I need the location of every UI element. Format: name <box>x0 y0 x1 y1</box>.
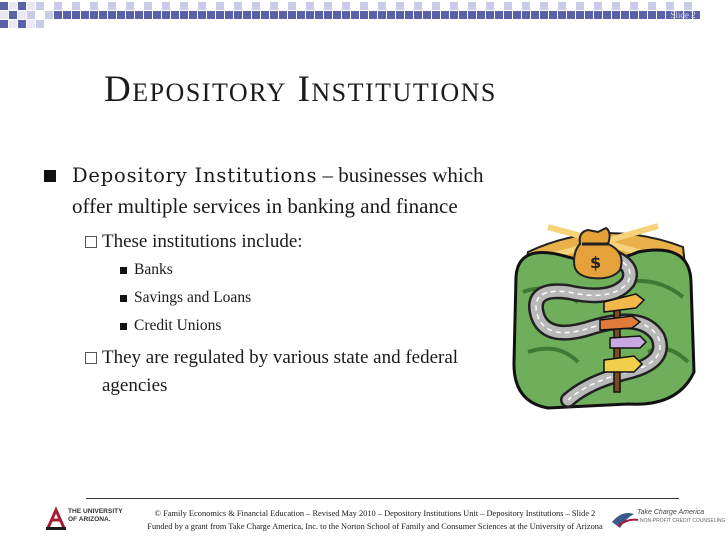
checker-square <box>450 11 458 19</box>
checker-square <box>72 2 80 10</box>
slide-content <box>36 160 506 400</box>
checker-square <box>495 11 503 19</box>
checker-square <box>81 11 89 19</box>
checker-square <box>117 11 125 19</box>
checker-square <box>432 2 440 10</box>
checker-square <box>405 11 413 19</box>
checker-square <box>468 11 476 19</box>
list-item-text: Banks <box>134 261 173 278</box>
checker-square <box>558 11 566 19</box>
checker-square <box>279 11 287 19</box>
take-charge-america-tagline: NON-PROFIT CREDIT COUNSELING <box>640 518 726 524</box>
bullet-term: Depository Institutions <box>72 164 318 187</box>
checker-square <box>648 2 656 10</box>
checker-square <box>216 11 224 19</box>
checker-square <box>630 2 638 10</box>
checker-square <box>144 11 152 19</box>
checker-square <box>90 2 98 10</box>
checker-square <box>540 11 548 19</box>
checker-square <box>189 11 197 19</box>
checker-square <box>225 11 233 19</box>
checker-square <box>585 11 593 19</box>
checker-square <box>270 11 278 19</box>
footer-line-2: Funded by a grant from Take Charge America, Inc. to the Norton School of Family and Consumer Sciences at the University of Arizona <box>147 522 603 531</box>
checker-square <box>378 11 386 19</box>
checker-square <box>369 11 377 19</box>
slide-number-box <box>664 8 702 22</box>
checker-square <box>639 11 647 19</box>
checker-square <box>459 11 467 19</box>
checker-square <box>234 11 242 19</box>
checker-square <box>18 2 26 10</box>
footer-line-1: © Family Economics & Financial Education – Revised May 2010 – Depository Institutions Unit – Depository Institutions – Slide 2 <box>154 509 596 518</box>
checker-square <box>252 11 260 19</box>
square-bullet-icon <box>44 170 56 182</box>
slide-title: Depository Institutions <box>104 69 497 110</box>
checker-square <box>180 11 188 19</box>
checker-square <box>441 11 449 19</box>
checker-square <box>540 2 548 10</box>
checker-square <box>378 2 386 10</box>
checker-square <box>324 11 332 19</box>
checker-square <box>54 11 62 19</box>
list-item-savings-and-loans <box>36 284 506 312</box>
checker-square <box>270 2 278 10</box>
checker-square <box>414 11 422 19</box>
checker-square <box>288 11 296 19</box>
checker-square <box>432 11 440 19</box>
checker-square <box>504 2 512 10</box>
checker-square <box>477 11 485 19</box>
list-item-credit-unions <box>36 312 506 340</box>
sub-bullet-regulated <box>36 344 506 400</box>
checker-square <box>360 11 368 19</box>
checker-square <box>315 11 323 19</box>
checker-square <box>414 2 422 10</box>
checker-square <box>396 2 404 10</box>
checker-square <box>621 11 629 19</box>
bullet-depository-institutions <box>36 160 506 222</box>
checker-square <box>9 20 17 28</box>
checker-square <box>63 11 71 19</box>
checker-square <box>0 11 8 19</box>
sub-bullet-text: They are regulated by various state and federal agencies <box>102 347 459 396</box>
checker-square <box>108 11 116 19</box>
hollow-square-bullet-icon <box>85 236 97 248</box>
checker-square <box>162 11 170 19</box>
sub-bullet-institutions-include <box>36 228 506 256</box>
square-bullet-icon <box>120 267 127 274</box>
checker-square <box>198 11 206 19</box>
checker-square <box>333 11 341 19</box>
checker-square <box>531 11 539 19</box>
take-charge-america-wordmark: Take Charge America <box>637 509 705 516</box>
checker-square <box>261 11 269 19</box>
checker-square <box>522 11 530 19</box>
checker-square <box>549 11 557 19</box>
checker-square <box>36 20 44 28</box>
checker-square <box>576 11 584 19</box>
checker-square <box>486 11 494 19</box>
checker-square <box>126 11 134 19</box>
checker-square <box>288 2 296 10</box>
slide-number-text: Slide 2 <box>670 10 696 20</box>
checker-square <box>216 2 224 10</box>
checker-square <box>135 11 143 19</box>
checker-square <box>387 11 395 19</box>
checker-square <box>576 2 584 10</box>
checker-square <box>144 2 152 10</box>
checker-square <box>612 11 620 19</box>
checker-square <box>27 2 35 10</box>
square-bullet-icon <box>120 295 127 302</box>
checker-square <box>351 11 359 19</box>
checker-square <box>594 2 602 10</box>
checker-square <box>306 11 314 19</box>
checker-header-decoration <box>0 0 700 30</box>
checker-square <box>54 2 62 10</box>
checker-square <box>126 2 134 10</box>
checker-square <box>153 11 161 19</box>
checker-square <box>27 11 35 19</box>
checker-square <box>324 2 332 10</box>
checker-square <box>234 2 242 10</box>
checker-square <box>108 2 116 10</box>
checker-square <box>522 2 530 10</box>
checker-square <box>603 11 611 19</box>
sub-bullet-text: These institutions include: <box>102 231 303 252</box>
checker-square <box>423 11 431 19</box>
checker-square <box>180 2 188 10</box>
checker-square <box>396 11 404 19</box>
checker-square <box>486 2 494 10</box>
checker-square <box>207 11 215 19</box>
checker-square <box>36 2 44 10</box>
checker-square <box>630 11 638 19</box>
list-item-text: Credit Unions <box>134 317 222 334</box>
checker-square <box>306 2 314 10</box>
university-of-arizona-wordmark <box>68 508 123 524</box>
checker-square <box>648 11 656 19</box>
list-item-text: Savings and Loans <box>134 289 252 306</box>
winding-road-money-bag-clipart <box>508 222 698 412</box>
hollow-square-bullet-icon <box>85 352 97 364</box>
checker-square <box>297 11 305 19</box>
bullet-definition: – businesses which offer multiple services in banking and finance <box>72 163 484 218</box>
checker-square <box>450 2 458 10</box>
checker-square <box>504 11 512 19</box>
checker-square <box>0 20 8 28</box>
checker-square <box>252 2 260 10</box>
checker-square <box>243 11 251 19</box>
checker-square <box>360 2 368 10</box>
checker-square <box>0 2 8 10</box>
checker-square <box>513 11 521 19</box>
checker-square <box>558 2 566 10</box>
checker-square <box>9 11 17 19</box>
list-item-banks <box>36 256 506 284</box>
checker-square <box>99 11 107 19</box>
checker-square <box>567 11 575 19</box>
checker-square <box>594 11 602 19</box>
checker-square <box>198 2 206 10</box>
checker-square <box>18 11 26 19</box>
checker-square <box>468 2 476 10</box>
checker-square <box>18 20 26 28</box>
footer-divider <box>86 498 679 499</box>
checker-square <box>45 11 53 19</box>
checker-square <box>612 2 620 10</box>
square-bullet-icon <box>120 323 127 330</box>
ua-line1: THE UNIVERSITY <box>68 508 123 515</box>
checker-square <box>90 11 98 19</box>
checker-square <box>27 20 35 28</box>
checker-square <box>9 2 17 10</box>
slide-footer <box>140 507 610 533</box>
checker-square <box>72 11 80 19</box>
checker-square <box>342 11 350 19</box>
ua-line2: OF ARIZONA. <box>68 516 111 523</box>
svg-text:$: $ <box>590 253 602 272</box>
checker-square <box>162 2 170 10</box>
checker-square <box>342 2 350 10</box>
checker-square <box>171 11 179 19</box>
